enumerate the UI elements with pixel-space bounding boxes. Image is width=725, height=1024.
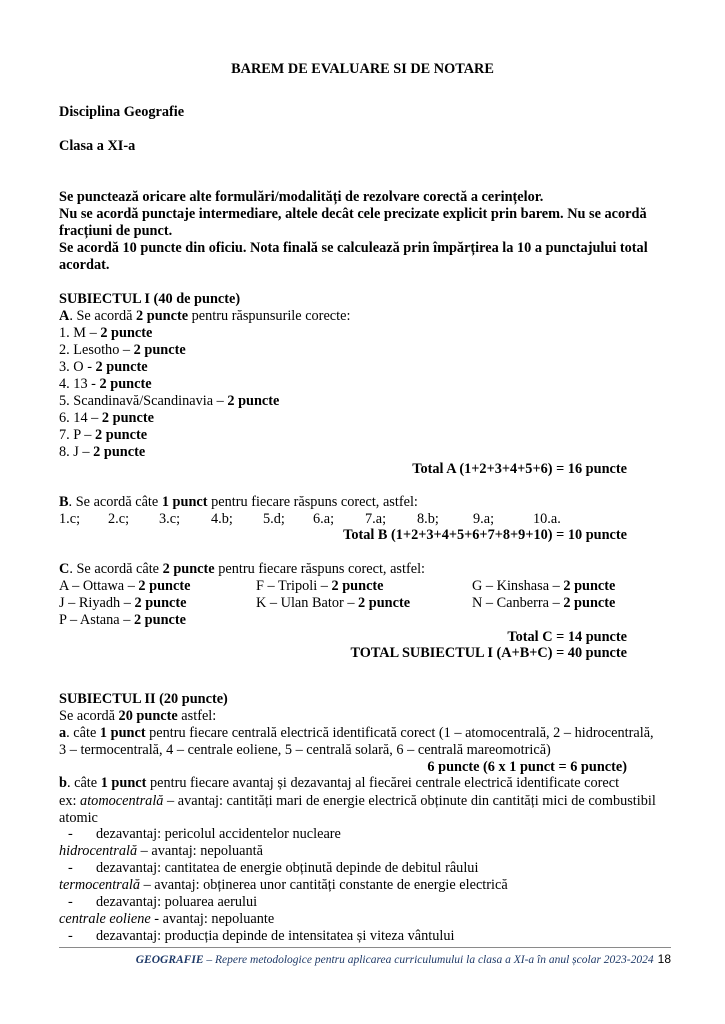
s1-a-item: 7. P – 2 puncte [59, 427, 148, 443]
s1-b-answer: 6.a; [313, 511, 335, 527]
s1-b-answer: 8.b; [417, 511, 439, 527]
s2-b-line: b. câte 1 punct pentru fiecare avantaj și dezavantaj al fiecărei centrale electrică identificate corect [59, 775, 620, 791]
s2-b-example-1: ex: atomocentrală – avantaj: cantități mari de energie electrică obținute din cantități mici de combustibil [59, 793, 656, 809]
s1-b-answer: 3.c; [159, 511, 181, 527]
s2-b-disadvantage: - dezavantaj: pericolul accidentelor nucleare [68, 826, 341, 842]
s1-c-item: N – Canberra – 2 puncte [472, 595, 616, 611]
s1-c-item: J – Riyadh – 2 puncte [59, 595, 187, 611]
s2-b-disadvantage: - dezavantaj: poluarea aerului [68, 894, 258, 910]
subject-1-heading: SUBIECTUL I (40 de puncte) [59, 291, 241, 307]
s1-a-item: 6. 14 – 2 puncte [59, 410, 154, 426]
s1-b-answer: 5.d; [263, 511, 285, 527]
s1-a-total: Total A (1+2+3+4+5+6) = 16 puncte [412, 461, 627, 477]
s2-b-example-3: termocentrală – avantaj: obținerea unor cantități constante de energie electrică [59, 877, 508, 893]
s1-b-total: Total B (1+2+3+4+5+6+7+8+9+10) = 10 puncte [343, 527, 627, 543]
s1-b-answer: 1.c; [59, 511, 81, 527]
s2-b-example-4: centrale eoliene - avantaj: nepoluante [59, 911, 275, 927]
s1-a-item: 5. Scandinavă/Scandinavia – 2 puncte [59, 393, 280, 409]
s1-c-total: Total C = 14 puncte [507, 629, 627, 645]
rule-3: Se acordă 10 puncte din oficiu. Nota finală se calculează prin împărțirea la 10 a punctajului total acordat. [59, 240, 648, 273]
s2-b-disadvantage: - dezavantaj: cantitatea de energie obținută depinde de debitul râului [68, 860, 479, 876]
s1-c-item: A – Ottawa – 2 puncte [59, 578, 191, 594]
rule-2: Nu se acordă punctaje intermediare, altele decât cele precizate explicit prin barem. Nu se acordă fracțiuni de punct. [59, 206, 647, 239]
s1-a-item: 2. Lesotho – 2 puncte [59, 342, 186, 358]
s1-b-intro: B. Se acordă câte 1 punct pentru fiecare răspuns corect, astfel: [59, 494, 418, 510]
s1-c-item: P – Astana – 2 puncte [59, 612, 186, 628]
s1-b-answer: 9.a; [473, 511, 495, 527]
s1-grand-total: TOTAL SUBIECTUL I (A+B+C) = 40 puncte [350, 645, 627, 661]
s1-b-answer: 10.a. [533, 511, 561, 527]
s2-b-disadvantage: - dezavantaj: producția depinde de intensitatea și viteza vântului [68, 928, 455, 944]
s1-b-answer: 7.a; [365, 511, 387, 527]
s1-c-item: F – Tripoli – 2 puncte [256, 578, 384, 594]
discipline-label: Disciplina Geografie [59, 104, 185, 120]
s2-intro: Se acordă 20 puncte astfel: [59, 708, 217, 724]
s1-c-item: K – Ulan Bator – 2 puncte [256, 595, 411, 611]
s1-b-answer: 4.b; [211, 511, 233, 527]
subject-2-heading: SUBIECTUL II (20 puncte) [59, 691, 228, 707]
s2-b-example-1-cont: atomic [59, 810, 98, 826]
page-footer: GEOGRAFIE – Repere metodologice pentru aplicarea curriculumului la clasa a XI-a în anul școlar 2023-2024 18 [135, 952, 671, 966]
s1-a-item: 8. J – 2 puncte [59, 444, 146, 460]
s2-a-total: 6 puncte (6 x 1 punct = 6 puncte) [427, 759, 627, 775]
s2-a-line-1: a. câte 1 punct pentru fiecare centrală electrică identificată corect (1 – atomocentrală, 2 – hidrocentrală, [59, 725, 654, 741]
s1-a-item: 4. 13 - 2 puncte [59, 376, 152, 392]
s1-c-item: G – Kinshasa – 2 puncte [472, 578, 616, 594]
s1-a-item: 1. M – 2 puncte [59, 325, 153, 341]
s1-c-intro: C. Se acordă câte 2 puncte pentru fiecare răspuns corect, astfel: [59, 561, 426, 577]
rules-block [59, 189, 671, 274]
s2-b-example-2: hidrocentrală – avantaj: nepoluantă [59, 843, 263, 859]
footer-divider [59, 947, 671, 948]
document-title: BAREM DE EVALUARE SI DE NOTARE [231, 61, 494, 77]
s1-b-answer: 2.c; [108, 511, 130, 527]
s2-a-line-2: 3 – termocentrală, 4 – centrale eoliene, 5 – centrală solară, 6 – centrală mareomotrică) [59, 742, 551, 758]
s1-a-intro: A. Se acordă 2 puncte pentru răspunsurile corecte: [59, 308, 351, 324]
s1-a-item: 3. O - 2 puncte [59, 359, 148, 375]
grade-label: Clasa a XI-a [59, 138, 136, 154]
rule-1: Se punctează oricare alte formulări/modalități de rezolvare corectă a cerințelor. [59, 189, 544, 205]
page-number: 18 [657, 952, 671, 966]
